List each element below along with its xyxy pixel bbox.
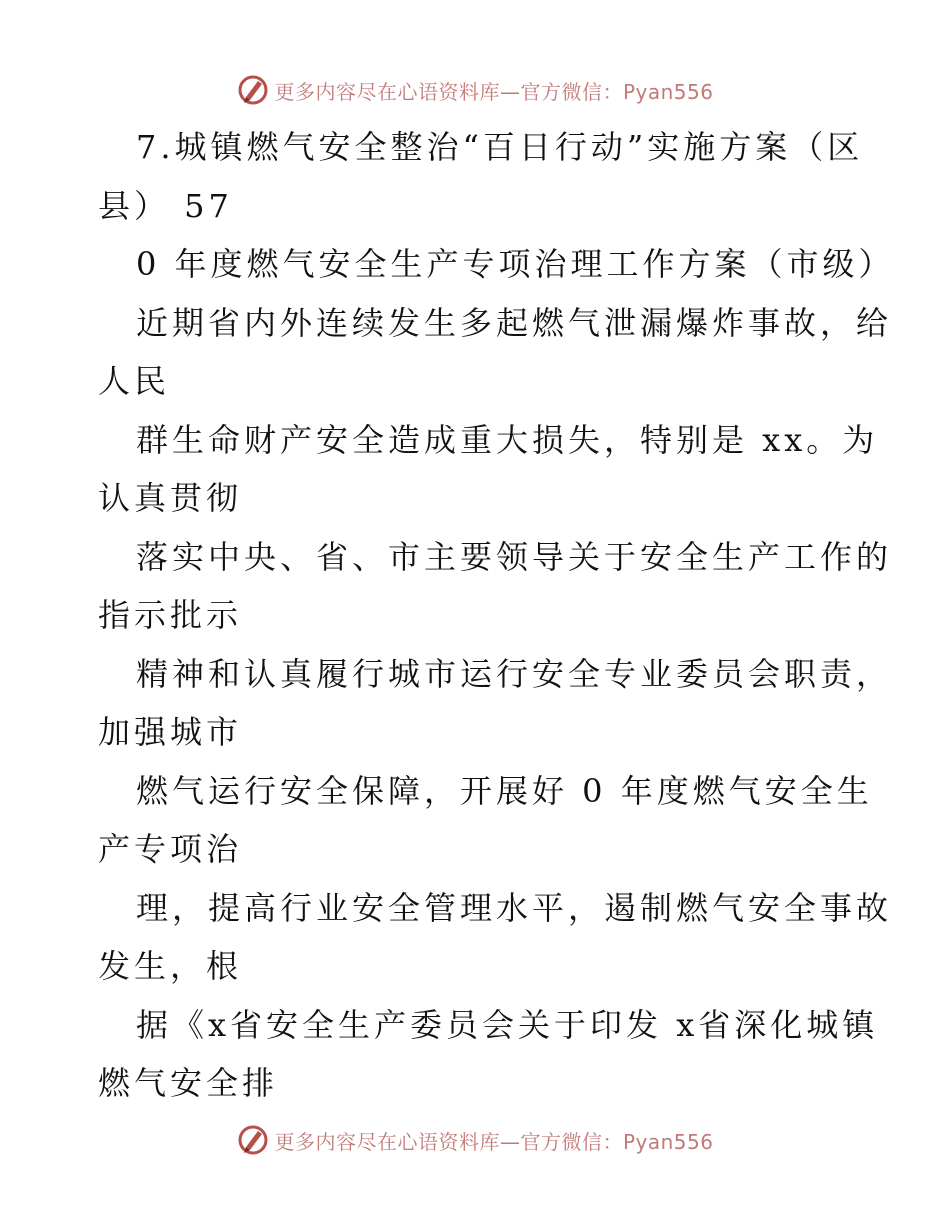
footer-watermark xyxy=(0,1120,950,1160)
text-line: 近期省内外连续发生多起燃气泄漏爆炸事故，给 xyxy=(136,303,893,342)
text-line: 据《x省安全生产委员会关于印发 x省深化城镇 xyxy=(136,1005,879,1044)
text-line: 理，提高行业安全管理水平，遏制燃气安全事故 xyxy=(136,888,893,927)
text-line: 燃气安全排 xyxy=(98,1064,279,1102)
text-line: 产专项治 xyxy=(98,830,243,868)
pen-circle-logo-icon xyxy=(236,73,270,107)
text-line: 县） 57 xyxy=(98,186,233,225)
text-line: 群生命财产安全造成重大损失，特别是 xx。为 xyxy=(136,420,879,459)
text-line: 人民 xyxy=(98,362,171,400)
document-body xyxy=(98,118,895,1113)
text-line: 7.城镇燃气安全整治“百日行动”实施方案（区 xyxy=(136,128,864,166)
text-line: 发生，根 xyxy=(98,947,243,985)
text-line: 落实中央、省、市主要领导关于安全生产工作的 xyxy=(136,537,893,576)
text-line: 精神和认真履行城市运行安全专业委员会职责， xyxy=(136,654,893,693)
text-line: 燃气运行安全保障，开展好 0 年度燃气安全生 xyxy=(136,771,873,810)
pen-circle-logo-icon xyxy=(236,1123,270,1157)
watermark-text: 更多内容尽在心语资料库—官方微信：Pyan556 xyxy=(274,79,714,104)
watermark-text: 更多内容尽在心语资料库—官方微信：Pyan556 xyxy=(274,1129,714,1154)
text-line: 指示批示 xyxy=(98,596,243,634)
header-watermark xyxy=(0,70,950,110)
text-line: 加强城市 xyxy=(98,713,243,751)
text-line: 0 年度燃气安全生产专项治理工作方案（市级） xyxy=(136,245,895,283)
text-line: 认真贯彻 xyxy=(98,479,243,517)
